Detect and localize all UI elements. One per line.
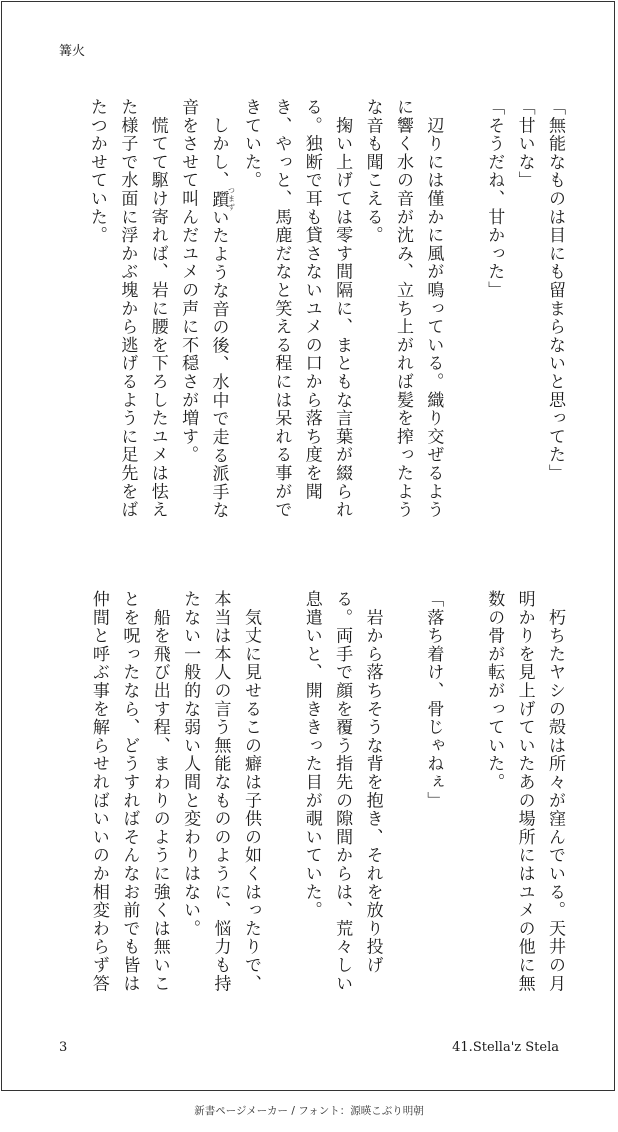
chapter-title: 篝火 (59, 44, 86, 59)
ruby-base: 躓 (208, 186, 229, 212)
paragraph: 気丈に見せるこの癖は子供の如くはったりで、本当は本人の言う無能なもののように、悩力も持たない一般的な弱い人間と変わりはない。 (180, 590, 261, 993)
ruby-word (208, 186, 236, 212)
paragraph-with-ruby (173, 98, 236, 528)
paragraph: 船を飛び出す程、まわりのように強くは無いことを呪ったなら、どうすればそんなお前でも皆は仲間と呼ぶ事を解らせればいいのか相変わらず答 (88, 590, 170, 993)
paragraph: 慌てて駆け寄れば、岩に腰を下ろしたユメは怯えた様子で水面に浮かぶ塊から逃げるように足先をばたつかせていた。 (86, 98, 168, 519)
blank-line (266, 590, 296, 1010)
page-frame (1, 1, 615, 1091)
dialogue-line: 「そうだね、甘かった」 (484, 98, 505, 300)
blank-line (388, 590, 418, 1010)
text-section-bottom (60, 590, 570, 1010)
dialogue-line: 「落ち着け、骨じゃねぇ」 (423, 590, 444, 810)
paragraph: 岩から落ちそうな背を抱き、それを放り投げる。両手で顔を覆う指先の隙間からは、荒々しい息遣いと、開ききった目が覗いていた。 (301, 590, 383, 993)
paragraph: 辺りには僅かに風が鳴っている。織り交ぜるように響く水の音が沈み、立ち上がれば髪を搾ったような音も聞こえる。 (362, 98, 444, 519)
work-title: 41.Stella'z Stela (452, 1040, 559, 1055)
paragraph: 掬い上げては零す間隔に、まともな言葉が綴られる。独断で耳も貸さないユメの口から落ち度を聞き、やっと、馬鹿だなと笑える程には呆れる事ができていた。 (240, 98, 353, 519)
blank-line (448, 590, 478, 1010)
ruby-reading: つまず (227, 186, 236, 212)
blank-line (448, 98, 478, 528)
dialogue-line: 「無能なものは目にも留まらないと思ってた」 (545, 98, 565, 483)
page-number: 3 (59, 1040, 68, 1055)
text-section-top (60, 98, 570, 528)
paragraph-lead: しかし、 (208, 98, 229, 190)
credit-line: 新書ページメーカー / フォント：源暎こぶり明朝 (194, 1105, 424, 1117)
paragraph-rest: いたような音の後、水中で走る派手な音をさせて叫んだユメの声に不穏さが増す。 (178, 98, 229, 520)
dialogue-line: 「甘いな」 (514, 98, 535, 190)
paragraph: 朽ちたヤシの殻は所々が窪んでいる。天井の月明かりを見上げていたあの場所にはユメの他に無数の骨が転がっていた。 (484, 590, 565, 993)
